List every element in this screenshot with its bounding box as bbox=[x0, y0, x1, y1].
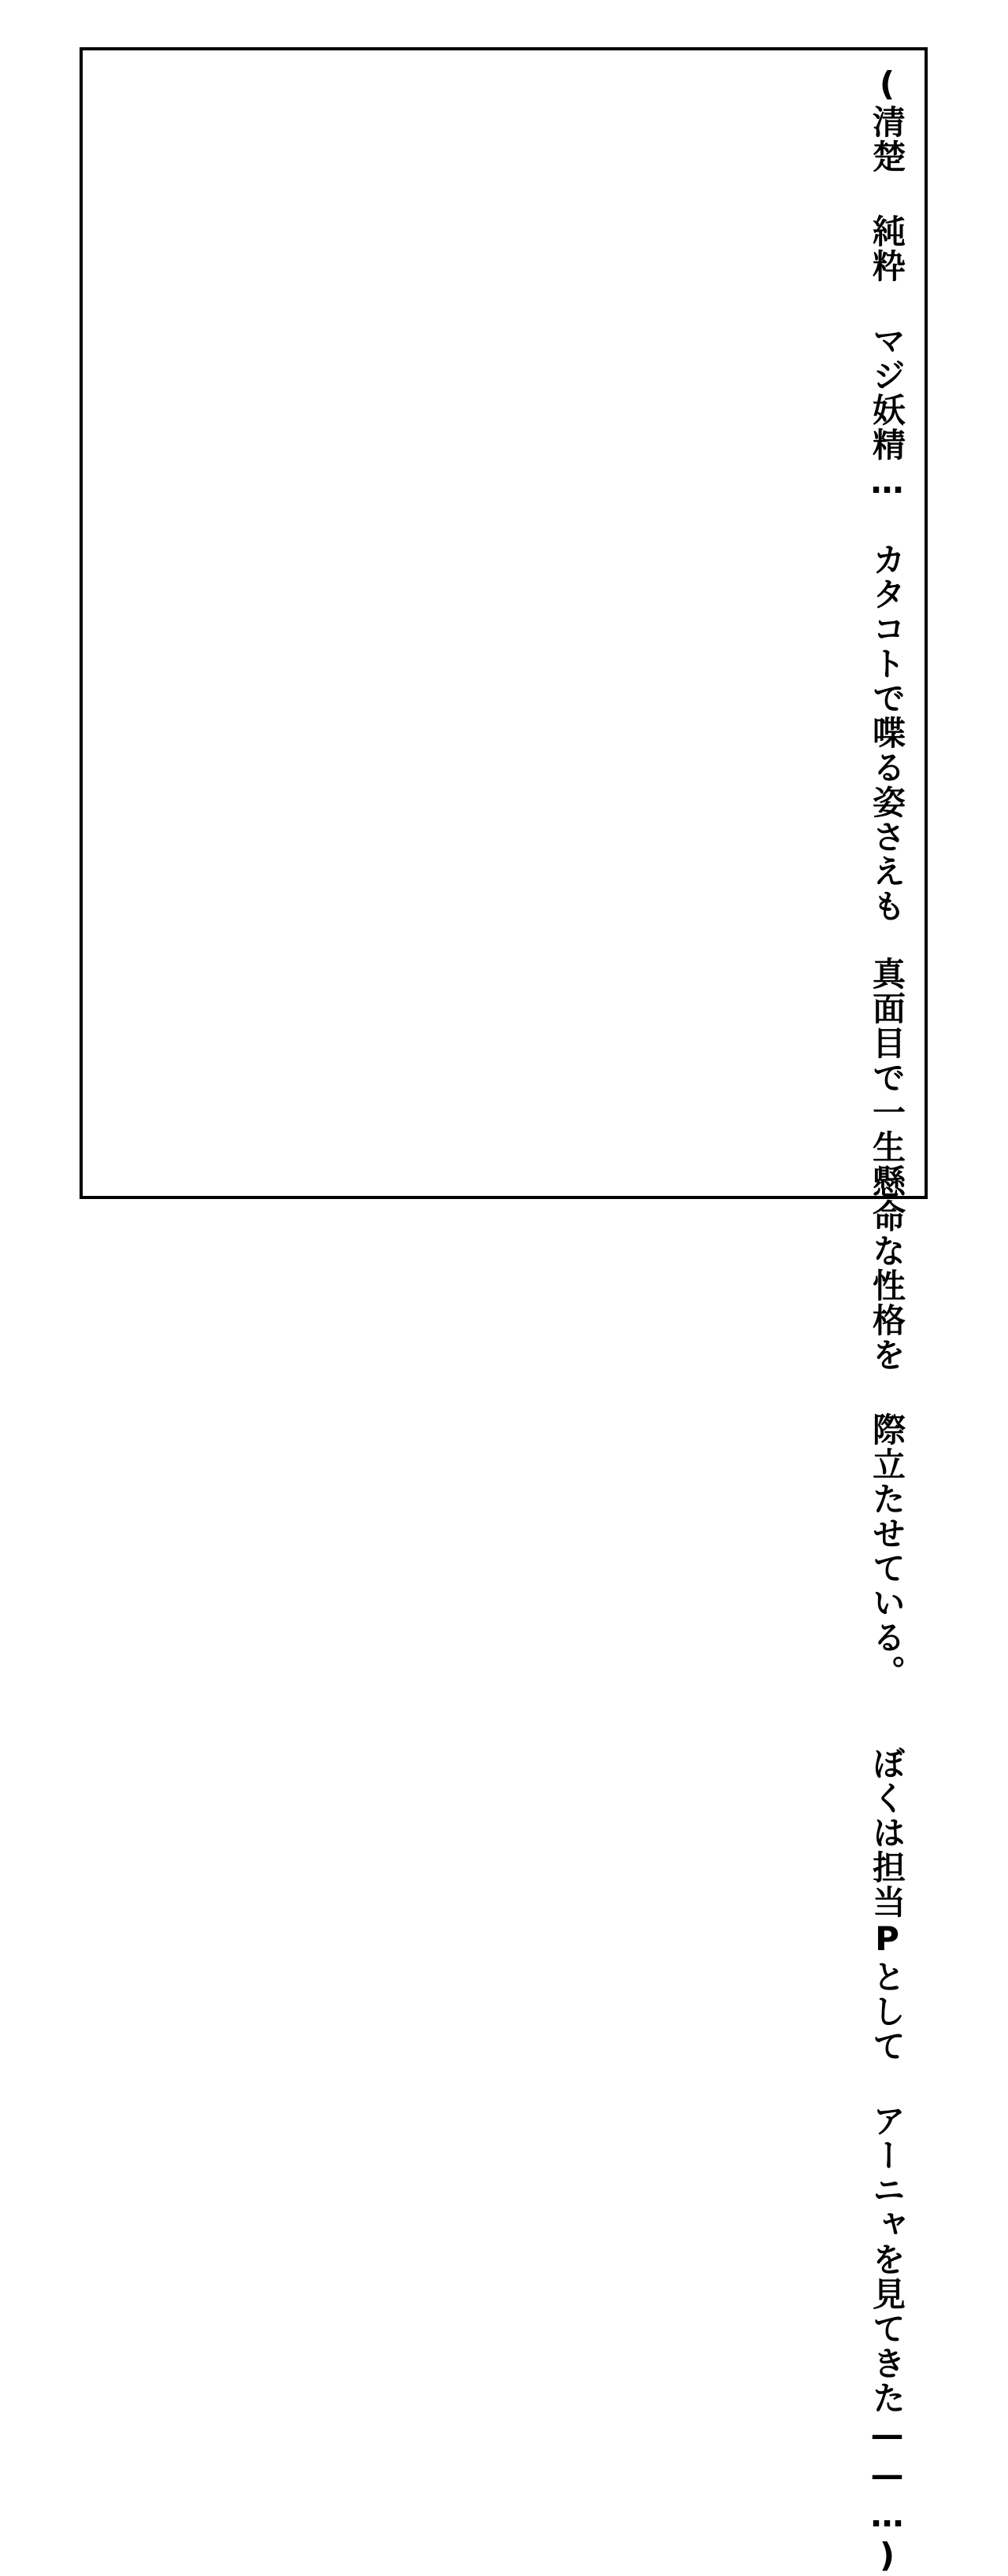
narration-line-1: (清楚 純粋 マジ妖精… カタコトで喋る姿さえも bbox=[868, 65, 906, 923]
main-panel bbox=[80, 47, 928, 2576]
narration-line-3: ぼくは担当Pとして アーニャを見てきた——…) bbox=[868, 1746, 906, 2576]
narration-text-block bbox=[860, 65, 914, 2576]
narration-line-2: 真面目で一生懸命な性格を 際立たせている。 bbox=[868, 957, 906, 1690]
